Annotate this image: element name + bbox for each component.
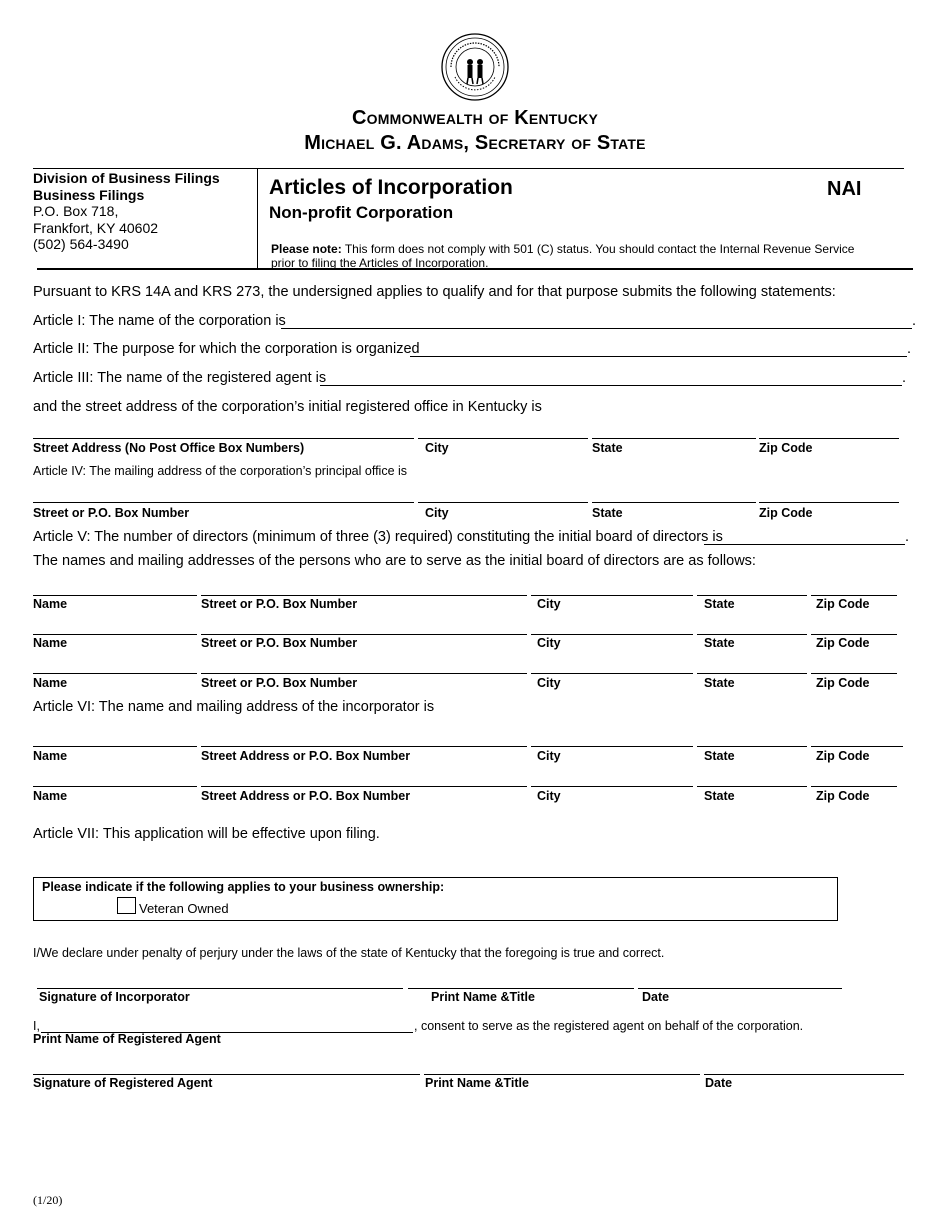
print-name-agent-label: Print Name of Registered Agent bbox=[33, 1032, 221, 1046]
city-label: City bbox=[537, 789, 561, 803]
secretary-heading: Michael G. Adams, Secretary of State bbox=[304, 132, 646, 154]
zip-label: Zip Code bbox=[816, 636, 870, 650]
agent-date-field[interactable] bbox=[704, 1074, 904, 1075]
signature-incorporator-label: Signature of Incorporator bbox=[39, 990, 190, 1004]
reg-office-city-field[interactable] bbox=[418, 438, 588, 439]
city-label: City bbox=[425, 506, 449, 520]
director-state-field[interactable] bbox=[697, 673, 807, 674]
principal-zip-field[interactable] bbox=[759, 502, 899, 503]
state-label: State bbox=[704, 636, 735, 650]
agent-print-name-field[interactable] bbox=[424, 1074, 700, 1075]
street-label: Street Address or P.O. Box Number bbox=[201, 749, 411, 763]
perjury-declaration: I/We declare under penalty of perjury under the laws of the state of Kentucky that the foregoing is true and correct. bbox=[33, 946, 665, 960]
article-5-label: Article V: The number of directors (minimum of three (3) required) constituting the initial board of directors is bbox=[33, 529, 723, 545]
zip-label: Zip Code bbox=[816, 597, 870, 611]
agent-signature-label: Signature of Registered Agent bbox=[33, 1076, 213, 1090]
article-1-label: Article I: The name of the corporation is bbox=[33, 313, 286, 329]
note-text: This form does not comply with 501 (C) status. You should contact the Internal Revenue Service prior to filing the Articles of Incorporation. bbox=[271, 242, 855, 270]
incorporator-city-field[interactable] bbox=[531, 786, 693, 787]
period: . bbox=[905, 529, 910, 545]
article-3-label: Article III: The name of the registered agent is bbox=[33, 370, 327, 386]
director-street-field[interactable] bbox=[201, 634, 527, 635]
date-label: Date bbox=[642, 990, 670, 1004]
incorporator-zip-field[interactable] bbox=[811, 746, 903, 747]
name-label: Name bbox=[33, 749, 68, 763]
period: . bbox=[907, 341, 912, 357]
reg-office-state-field[interactable] bbox=[592, 438, 756, 439]
zip-label: Zip Code bbox=[816, 676, 870, 690]
article-4-label: Article IV: The mailing address of the corporation’s principal office is bbox=[33, 464, 408, 478]
kentucky-state-seal bbox=[441, 33, 509, 101]
unit-name: Business Filings bbox=[33, 186, 145, 203]
principal-street-field[interactable] bbox=[33, 502, 414, 503]
office-address bbox=[33, 170, 220, 253]
zip-label: Zip Code bbox=[816, 789, 870, 803]
reg-office-street-field[interactable] bbox=[33, 438, 414, 439]
state-label: State bbox=[704, 676, 735, 690]
incorporator-state-field[interactable] bbox=[697, 786, 807, 787]
veteran-owned-label: Veteran Owned bbox=[139, 901, 229, 916]
zip-label: Zip Code bbox=[759, 441, 813, 455]
note-label: Please note: bbox=[271, 242, 342, 256]
commonwealth-heading: Commonwealth of Kentucky bbox=[352, 107, 598, 129]
veteran-owned-checkbox[interactable] bbox=[117, 897, 136, 914]
director-street-field[interactable] bbox=[201, 595, 527, 596]
state-label: State bbox=[592, 441, 623, 455]
street-label: Street or P.O. Box Number bbox=[201, 597, 358, 611]
city-label: City bbox=[537, 597, 561, 611]
director-zip-field[interactable] bbox=[811, 673, 897, 674]
print-name-title-label: Print Name &Title bbox=[425, 1076, 529, 1090]
incorporator-street-field[interactable] bbox=[201, 786, 527, 787]
date-label: Date bbox=[705, 1076, 733, 1090]
incorporator-zip-field[interactable] bbox=[811, 786, 897, 787]
article-6-label: Article VI: The name and mailing address of the incorporator is bbox=[33, 699, 435, 715]
state-label: State bbox=[704, 749, 735, 763]
state-label: State bbox=[592, 506, 623, 520]
name-label: Name bbox=[33, 676, 68, 690]
registered-office-label: and the street address of the corporation’s initial registered office in Kentucky is bbox=[33, 399, 542, 415]
agent-signature-field[interactable] bbox=[33, 1074, 420, 1075]
director-city-field[interactable] bbox=[531, 673, 693, 674]
name-label: Name bbox=[33, 597, 68, 611]
city-label: City bbox=[425, 441, 449, 455]
article-2-label: Article II: The purpose for which the corporation is organized bbox=[33, 341, 420, 357]
incorporator-signature-field[interactable] bbox=[37, 988, 403, 989]
purpose-field[interactable] bbox=[410, 356, 907, 357]
form-note bbox=[271, 242, 871, 270]
header-divider bbox=[257, 168, 258, 269]
incorporator-print-name-field[interactable] bbox=[408, 988, 634, 989]
director-name-field[interactable] bbox=[33, 634, 197, 635]
street-label: Street Address (No Post Office Box Numbers) bbox=[33, 441, 305, 455]
director-name-field[interactable] bbox=[33, 595, 197, 596]
principal-state-field[interactable] bbox=[592, 502, 756, 503]
directors-intro: The names and mailing addresses of the persons who are to serve as the initial board of directors are as follows: bbox=[33, 553, 756, 569]
corporation-name-field[interactable] bbox=[281, 328, 912, 329]
director-street-field[interactable] bbox=[201, 673, 527, 674]
street-label: Street or P.O. Box Number bbox=[201, 676, 358, 690]
header-top-rule bbox=[33, 168, 904, 169]
number-of-directors-field[interactable] bbox=[704, 544, 905, 545]
street-label: Street Address or P.O. Box Number bbox=[201, 789, 411, 803]
director-city-field[interactable] bbox=[531, 595, 693, 596]
phone-number: (502) 564-3490 bbox=[33, 236, 129, 252]
director-city-field[interactable] bbox=[531, 634, 693, 635]
incorporator-name-field[interactable] bbox=[33, 746, 197, 747]
director-name-field[interactable] bbox=[33, 673, 197, 674]
zip-label: Zip Code bbox=[816, 749, 870, 763]
city-state-zip: Frankfort, KY 40602 bbox=[33, 219, 159, 236]
division-name: Division of Business Filings bbox=[33, 170, 220, 186]
period: . bbox=[912, 313, 917, 329]
consent-prefix: I, bbox=[33, 1019, 40, 1033]
director-state-field[interactable] bbox=[697, 634, 807, 635]
form-subtitle: Non-profit Corporation bbox=[269, 203, 454, 222]
city-label: City bbox=[537, 636, 561, 650]
registered-agent-field[interactable] bbox=[320, 385, 902, 386]
street-label: Street or P.O. Box Number bbox=[33, 506, 190, 520]
street-label: Street or P.O. Box Number bbox=[201, 636, 358, 650]
print-name-title-label: Print Name &Title bbox=[431, 990, 535, 1004]
director-zip-field[interactable] bbox=[811, 595, 897, 596]
state-label: State bbox=[704, 789, 735, 803]
director-zip-field[interactable] bbox=[811, 634, 897, 635]
consent-text: , consent to serve as the registered agent on behalf of the corporation. bbox=[414, 1019, 804, 1033]
zip-label: Zip Code bbox=[759, 506, 813, 520]
form-title: Articles of Incorporation bbox=[269, 176, 513, 199]
po-box: P.O. Box 718, bbox=[33, 203, 119, 219]
state-label: State bbox=[704, 597, 735, 611]
article-7-label: Article VII: This application will be effective upon filing. bbox=[33, 826, 380, 842]
name-label: Name bbox=[33, 636, 68, 650]
director-state-field[interactable] bbox=[697, 595, 807, 596]
form-code: NAI bbox=[827, 178, 862, 200]
name-label: Name bbox=[33, 789, 68, 803]
incorporator-street-field[interactable] bbox=[201, 746, 527, 747]
principal-city-field[interactable] bbox=[418, 502, 588, 503]
incorporator-state-field[interactable] bbox=[697, 746, 807, 747]
city-label: City bbox=[537, 676, 561, 690]
ownership-prompt: Please indicate if the following applies to your business ownership: bbox=[42, 880, 445, 894]
form-revision: (1/20) bbox=[33, 1193, 63, 1207]
reg-office-zip-field[interactable] bbox=[759, 438, 899, 439]
period: . bbox=[902, 370, 907, 386]
incorporator-date-field[interactable] bbox=[638, 988, 842, 989]
intro-statement: Pursuant to KRS 14A and KRS 273, the undersigned applies to qualify and for that purpose submits the following statements: bbox=[33, 284, 836, 300]
incorporator-city-field[interactable] bbox=[531, 746, 693, 747]
incorporator-name-field[interactable] bbox=[33, 786, 197, 787]
city-label: City bbox=[537, 749, 561, 763]
